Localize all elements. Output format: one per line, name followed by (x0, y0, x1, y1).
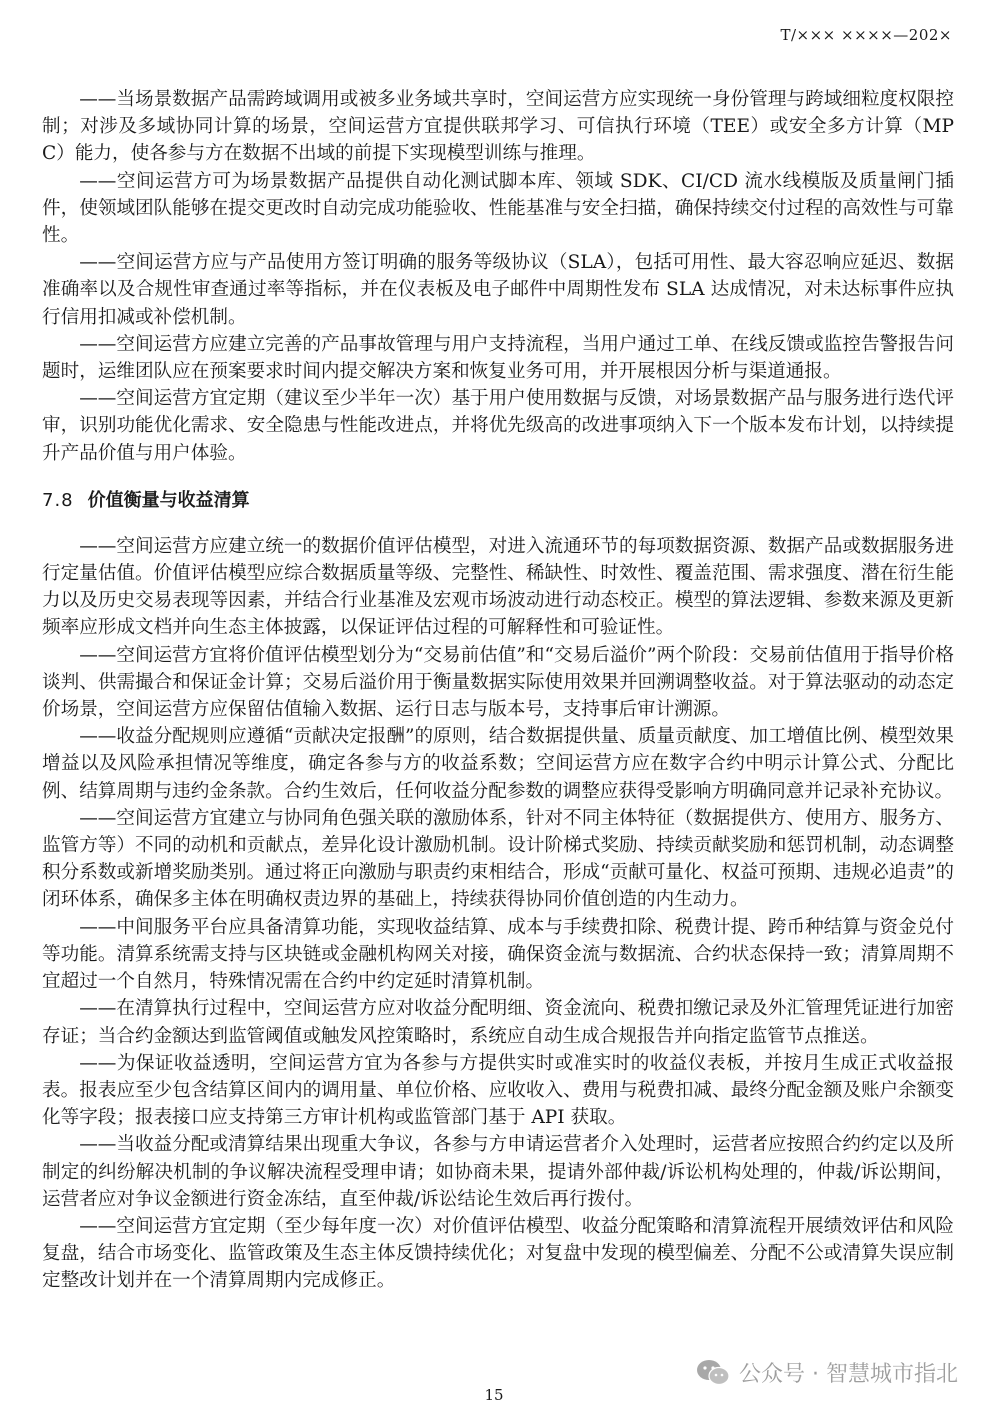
watermark-text: 公众号 · 智慧城市指北 (739, 1362, 958, 1387)
section-title: 价值衡量与收益清算 (87, 489, 250, 511)
paragraph: ——在清算执行过程中，空间运营方应对收益分配明细、资金流向、税费扣缴记录及外汇管理凭证进行加密存证；当合约金额达到监管阈值或触发风控策略时，系统应自动生成合规报告并向指定监管节点推送。 (42, 998, 954, 1047)
watermark (695, 1357, 958, 1388)
section-heading (42, 487, 954, 515)
paragraph: ——收益分配规则应遵循“贡献决定报酬”的原则，结合数据提供量、质量贡献度、加工增值比例、模型效果增益以及风险承担情况等维度，确定各参与方的收益系数；空间运营方应在数字合约中明示计算公式、分配比例、结算周期与违约金条款。合约生效后，任何收益分配参数的调整应获得受影响方明确同意并记录补充协议。 (42, 726, 954, 802)
section-number: 7.8 (42, 489, 74, 511)
paragraph: ——空间运营方应建立完善的产品事故管理与用户支持流程，当用户通过工单、在线反馈或监控告警报告问题时，运维团队应在预案要求时间内提交解决方案和恢复业务可用，并开展根因分析与渠道通报。 (42, 333, 954, 383)
paragraph: ——空间运营方应与产品使用方签订明确的服务等级协议（SLA），包括可用性、最大容忍响应延迟、数据准确率以及合规性审查通过率等指标，并在仪表板及电子邮件中周期性发布 SLA 达成情况，对未达标事件应执行信用扣减或补偿机制。 (42, 252, 954, 328)
paragraph: ——为保证收益透明，空间运营方宜为各参与方提供实时或准实时的收益仪表板，并按月生成正式收益报表。报表应至少包含结算区间内的调用量、单位价格、应收收入、费用与税费扣减、最终分配金额及账户余额变化等字段；报表接口应支持第三方审计机构或监管部门基于 API 获取。 (42, 1052, 954, 1129)
paragraph: ——当收益分配或清算结果出现重大争议，各参与方申请运营者介入处理时，运营者应按照合约约定以及所制定的纠纷解决机制的争议解决流程受理申请；如协商未果，提请外部仲裁/诉讼机构处理的，仲裁/诉讼期间，运营者应对争议金额进行资金冻结，直至仲裁/诉讼结论生效后再行拨付。 (42, 1134, 954, 1210)
paragraph: ——当场景数据产品需跨域调用或被多业务域共享时，空间运营方应实现统一身份管理与跨域细粒度权限控制；对涉及多域协同计算的场景，空间运营方宜提供联邦学习、可信执行环境（TEE）或安全多方计算（MPC）能力，使各参与方在数据不出域的前提下实现模型训练与推理。 (42, 89, 954, 165)
page-number: 15 (484, 1386, 504, 1404)
wechat-icon (695, 1358, 731, 1388)
standard-code: T/××× ××××—202× (780, 26, 952, 44)
paragraph: ——空间运营方宜定期（建议至少半年一次）基于用户使用数据与反馈，对场景数据产品与服务进行迭代评审，识别功能优化需求、安全隐患与性能改进点，并将优先级高的改进事项纳入下一个版本发布计划，以持续提升产品价值与用户体验。 (42, 388, 954, 464)
paragraph: ——中间服务平台应具备清算功能，实现收益结算、成本与手续费扣除、税费计提、跨币种结算与资金兑付等功能。清算系统需支持与区块链或金融机构网关对接，确保资金流与数据流、合约状态保持一致；清算周期不宜超过一个自然月，特殊情况需在合约中约定延时清算机制。 (42, 916, 954, 993)
paragraph: ——空间运营方宜将价值评估模型划分为“交易前估值”和“交易后溢价”两个阶段：交易前估值用于指导价格谈判、供需撮合和保证金计算；交易后溢价用于衡量数据实际使用效果并回溯调整收益。对于算法驱动的动态定价场景，空间运营方应保留估值输入数据、运行日志与版本号，支持事后审计溯源。 (42, 644, 954, 721)
paragraph: ——空间运营方可为场景数据产品提供自动化测试脚本库、领域 SDK、CI/CD 流水线模版及质量闸门插件，使领域团队能够在提交更改时自动完成功能验收、性能基准与安全扫描，确保持续交付过程的高效性与可靠性。 (42, 170, 954, 247)
paragraph: ——空间运营方宜建立与协同角色强关联的激励体系，针对不同主体特征（数据提供方、使用方、服务方、监管方等）不同的动机和贡献点，差异化设计激励机制。设计阶梯式奖励、持续贡献奖励和惩罚机制，动态调整积分系数或新增奖励类别。通过将正向激励与职责约束相结合，形成“贡献可量化、权益可预期、违规必追责”的闭环体系，确保多主体在明确权责边界的基础上，持续获得协同价值创造的内生动力。 (42, 807, 954, 911)
document-body (42, 86, 954, 1295)
paragraph: ——空间运营方宜定期（至少每年度一次）对价值评估模型、收益分配策略和清算流程开展绩效评估和风险复盘，结合市场变化、监管政策及生态主体反馈持续优化；对复盘中发现的模型偏差、分配不公或清算失误应制定整改计划并在一个清算周期内完成修正。 (42, 1215, 954, 1292)
paragraph: ——空间运营方应建立统一的数据价值评估模型，对进入流通环节的每项数据资源、数据产品或数据服务进行定量估值。价值评估模型应综合数据质量等级、完整性、稀缺性、时效性、覆盖范围、需求强度、潜在衍生能力以及历史交易表现等因素，并结合行业基准及宏观市场波动进行动态校正。模型的算法逻辑、参数来源及更新频率应形成文档并向生态主体披露，以保证评估过程的可解释性和可验证性。 (42, 535, 954, 639)
